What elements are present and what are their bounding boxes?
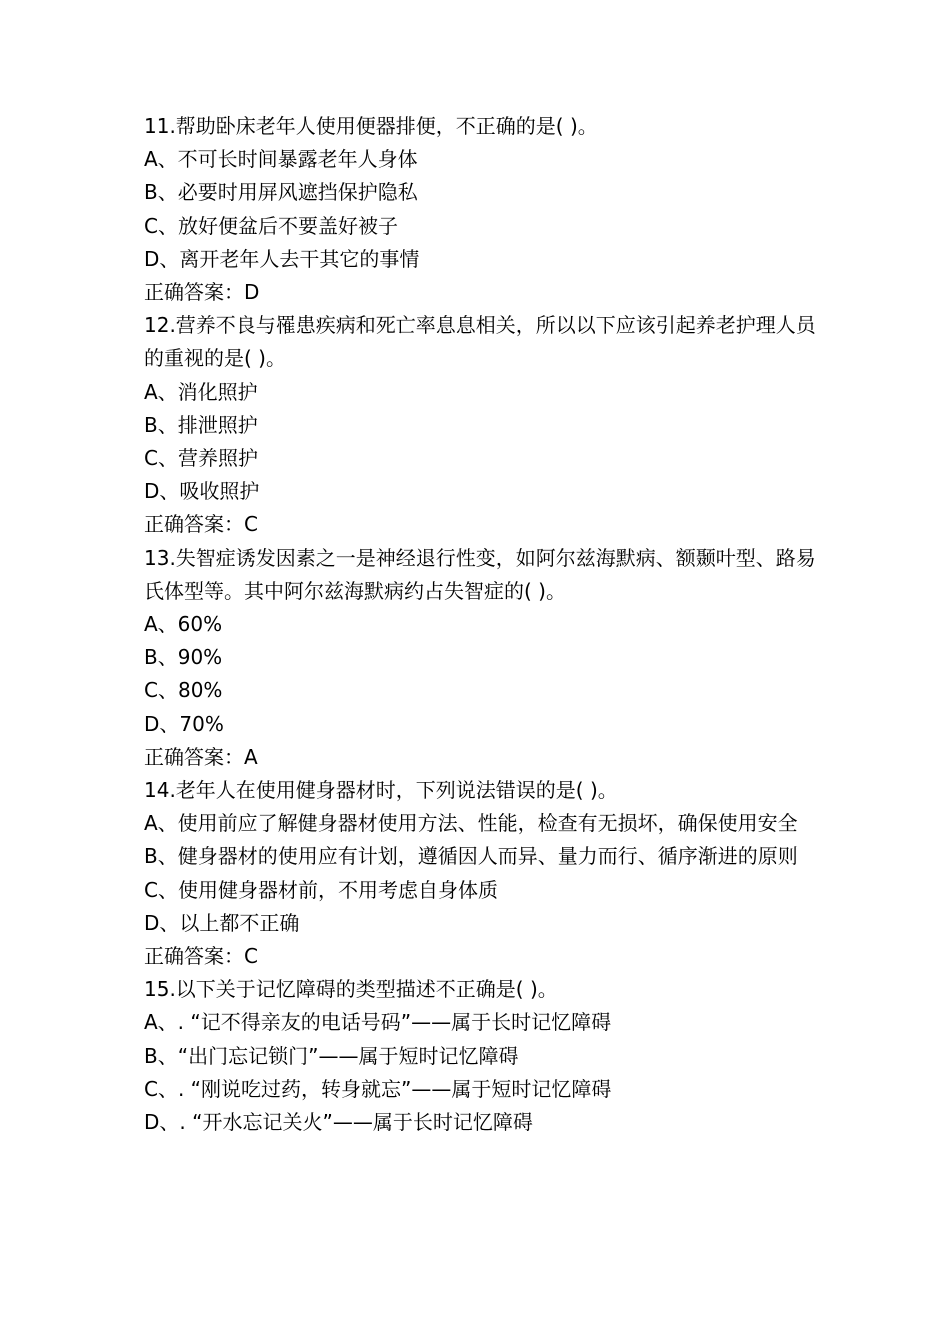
option-a: A、使用前应了解健身器材使用方法、性能，检查有无损坏，确保使用安全 [144, 811, 798, 836]
question-13 [144, 542, 824, 774]
correct-answer: 正确答案：D [144, 280, 260, 305]
option-c: C、. “刚说吃过药，转身就忘”——属于短时记忆障碍 [144, 1076, 612, 1101]
option-d: D、70% [144, 711, 224, 736]
option-c: C、营养照护 [144, 446, 258, 471]
question-stem: 11.帮助卧床老年人使用便器排便，不正确的是( )。 [144, 114, 598, 138]
option-b: B、健身器材的使用应有计划，遵循因人而异、量力而行、循序渐进的原则 [144, 844, 798, 869]
question-15 [144, 973, 824, 1139]
option-b: B、“出门忘记锁门”——属于短时记忆障碍 [144, 1043, 519, 1068]
question-11 [144, 110, 824, 309]
option-b: B、排泄照护 [144, 412, 258, 437]
correct-answer: 正确答案：C [144, 944, 258, 969]
question-stem: 12.营养不良与罹患疾病和死亡率息息相关，所以以下应该引起养老护理人员的重视的是( )。 [144, 313, 816, 371]
option-c: C、80% [144, 678, 223, 703]
question-stem: 13.失智症诱发因素之一是神经退行性变，如阿尔兹海默病、额颞叶型、路易氏体型等。其中阿尔兹海默病约占失智症的( )。 [144, 545, 816, 603]
option-c: C、使用健身器材前，不用考虑自身体质 [144, 877, 498, 902]
option-d: D、. “开水忘记关火”——属于长时记忆障碍 [144, 1110, 533, 1135]
question-12 [144, 309, 824, 541]
option-a: A、消化照护 [144, 379, 258, 404]
option-b: B、90% [144, 645, 223, 670]
question-list [144, 110, 824, 1139]
question-stem: 14.老年人在使用健身器材时，下列说法错误的是( )。 [144, 778, 618, 803]
option-d: D、吸收照护 [144, 479, 260, 504]
option-d: D、离开老年人去干其它的事情 [144, 246, 420, 271]
question-stem: 15.以下关于记忆障碍的类型描述不正确是( )。 [144, 977, 558, 1002]
question-14 [144, 774, 824, 973]
option-a: A、不可长时间暴露老年人身体 [144, 147, 418, 172]
option-d: D、以上都不正确 [144, 910, 300, 935]
option-a: A、60% [144, 612, 223, 637]
option-b: B、必要时用屏风遮挡保护隐私 [144, 180, 418, 205]
option-c: C、放好便盆后不要盖好被子 [144, 213, 398, 238]
correct-answer: 正确答案：A [144, 744, 258, 769]
correct-answer: 正确答案：C [144, 512, 258, 537]
option-a: A、. “记不得亲友的电话号码”——属于长时记忆障碍 [144, 1010, 612, 1035]
